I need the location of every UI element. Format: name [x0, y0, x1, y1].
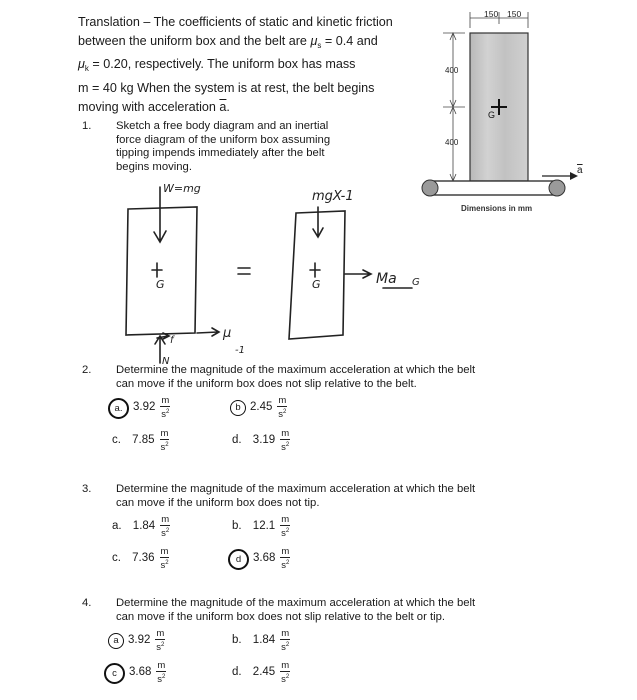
- unit-fraction: $\frac{m}{s^2}$: [157, 660, 166, 686]
- figure-caption: Dimensions in mm: [461, 204, 533, 213]
- circle-mark: b: [230, 400, 246, 416]
- question-text: Determine the magnitude of the maximum acceleration at which the belt can move if the uniform box does not tip.: [116, 483, 476, 509]
- handwritten-sketch: [100, 175, 480, 365]
- option-c[interactable]: c. 7.85 $\frac{m}{s^2}$: [112, 428, 169, 454]
- question-3: [82, 483, 562, 583]
- unit-fraction: $\frac{m}{s^2}$: [278, 395, 287, 421]
- ifd-weight-label: mgX-1: [312, 189, 354, 204]
- acceleration-arrow-icon: [542, 172, 578, 180]
- intro-line-2: between the uniform box and the belt are $\mu_s = 0.4$ and: [78, 34, 378, 51]
- accel-label: a: [577, 165, 583, 176]
- option-c[interactable]: c. 7.36 $\frac{m}{s^2}$: [112, 546, 169, 572]
- option-b[interactable]: b 2.45 $\frac{m}{s^2}$: [230, 396, 287, 420]
- unit-fraction: $\frac{m}{s^2}$: [160, 546, 169, 572]
- option-a[interactable]: a 3.92 $\frac{m}{s^2}$: [108, 629, 165, 653]
- question-text: Determine the magnitude of the maximum acceleration at which the belt can move if the uniform box does not slip relative to the belt.: [116, 364, 476, 390]
- dim-side-lower: 400: [445, 138, 459, 147]
- selected-circle-mark: a.: [108, 398, 129, 419]
- question-4: [82, 597, 562, 697]
- question-number: 2.: [82, 364, 92, 376]
- problem-statement: [78, 13, 408, 117]
- option-a[interactable]: a. 3.92 $\frac{m}{s^2}$: [108, 396, 170, 420]
- friction-arrow-icon: [197, 328, 219, 336]
- question-number: 1.: [82, 120, 92, 132]
- unit-fraction: $\frac{m}{s^2}$: [161, 395, 170, 421]
- fbd-normal-label: N: [162, 356, 170, 365]
- option-d[interactable]: d. 2.45 $\frac{m}{s^2}$: [232, 660, 290, 686]
- ifd-box: [289, 211, 345, 339]
- option-d[interactable]: d 3.68 $\frac{m}{s^2}$: [228, 547, 290, 571]
- question-number: 3.: [82, 483, 92, 495]
- fbd-minus-one: -1: [235, 345, 245, 356]
- unit-fraction: $\frac{m}{s^2}$: [281, 628, 290, 654]
- unit-fraction: $\frac{m}{s^2}$: [281, 546, 290, 572]
- unit-fraction: $\frac{m}{s^2}$: [160, 428, 169, 454]
- fbd-cg-label: G: [156, 278, 165, 291]
- intro-line-4: m = 40 kg When the system is at rest, the belt begins: [78, 80, 375, 95]
- option-d[interactable]: d. 3.19 $\frac{m}{s^2}$: [232, 428, 290, 454]
- unit-fraction: $\frac{m}{s^2}$: [161, 514, 170, 540]
- unit-fraction: $\frac{m}{s^2}$: [281, 514, 290, 540]
- question-text: Determine the magnitude of the maximum acceleration at which the belt can move if the uniform box does not slip relative to the belt or tip.: [116, 597, 476, 623]
- question-2: [82, 364, 562, 464]
- question-text: Sketch a free body diagram and an inertial force diagram of the uniform box assuming tipping impends immediately after the belt begins moving.: [116, 120, 331, 173]
- ifd-inertia-sub: G: [412, 277, 420, 288]
- intro-line-5: moving with acceleration $\overline{a}$.: [78, 99, 230, 114]
- fbd-box: [126, 207, 197, 335]
- option-c[interactable]: c 3.68 $\frac{m}{s^2}$: [104, 661, 166, 685]
- unit-fraction: $\frac{m}{s^2}$: [281, 428, 290, 454]
- fbd-weight-label: W=mg: [163, 182, 201, 195]
- question-1: [82, 120, 412, 180]
- option-b[interactable]: b. 12.1 $\frac{m}{s^2}$: [232, 514, 290, 540]
- intro-line-1: Translation – The coefficients of static and kinetic friction: [78, 15, 393, 29]
- question-number: 4.: [82, 597, 92, 609]
- weight-arrow-icon: [154, 187, 166, 242]
- unit-fraction: $\frac{m}{s^2}$: [156, 628, 165, 654]
- fbd-friction-label: f: [170, 335, 174, 346]
- inertia-arrow-icon: [345, 270, 371, 278]
- selected-circle-mark: d: [228, 549, 249, 570]
- option-a[interactable]: a. 1.84 $\frac{m}{s^2}$: [112, 514, 170, 540]
- intro-line-3: $\mu_k = 0.20$, respectively. The uniform box has mass: [78, 57, 356, 74]
- ifd-inertia-label: Ma: [376, 271, 397, 287]
- circle-mark: a: [108, 633, 124, 649]
- cg-label: G: [488, 110, 496, 120]
- dim-top-right: 150: [507, 9, 522, 19]
- ifd-cg-label: G: [312, 278, 321, 291]
- side-dimension-lines: [443, 33, 465, 181]
- selected-circle-mark: c: [104, 663, 125, 684]
- option-b[interactable]: b. 1.84 $\frac{m}{s^2}$: [232, 628, 290, 654]
- unit-fraction: $\frac{m}{s^2}$: [281, 660, 290, 686]
- dim-side-upper: 400: [445, 66, 459, 75]
- fbd-mu-label: μ: [223, 326, 232, 341]
- dim-top-left: 150: [484, 9, 499, 19]
